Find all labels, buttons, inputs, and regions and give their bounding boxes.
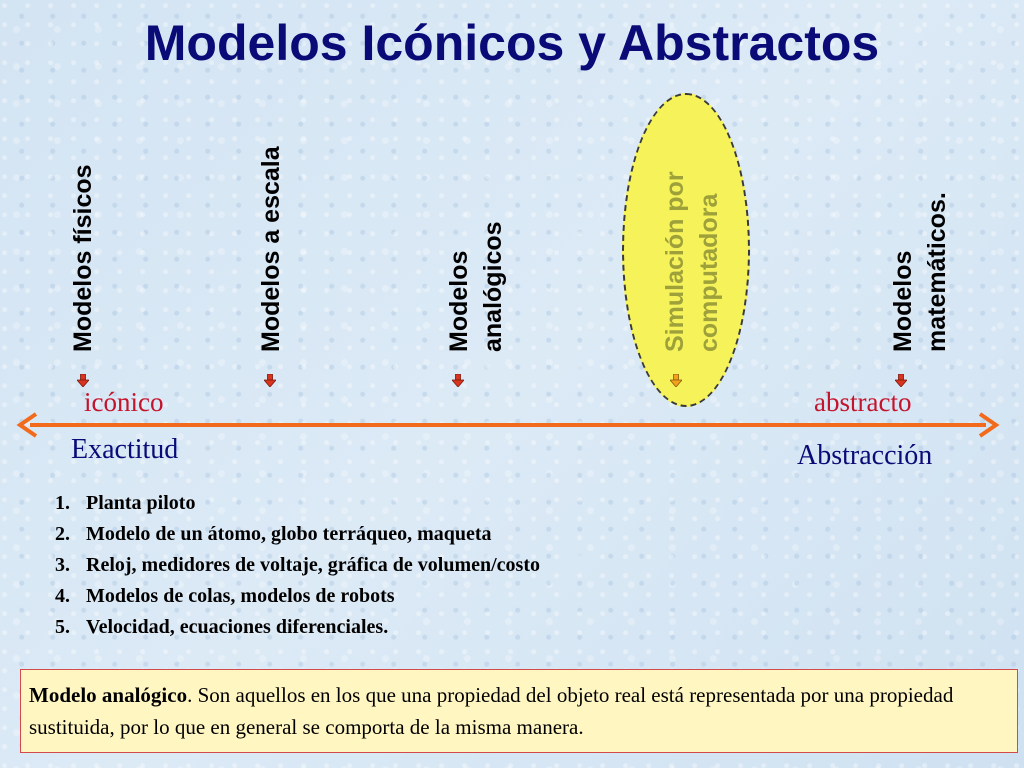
category-modelos-analogicos <box>442 221 510 352</box>
list-item <box>55 488 540 519</box>
examples-list <box>55 488 540 643</box>
down-arrow-icon <box>895 374 907 387</box>
list-number: 4. <box>55 585 70 607</box>
category-modelos-matematicos <box>886 192 954 352</box>
list-item <box>55 612 540 643</box>
list-text: Velocidad, ecuaciones diferenciales. <box>86 616 389 638</box>
list-text: Reloj, medidores de voltaje, gráfica de volumen/costo <box>86 554 540 576</box>
down-arrow-icon <box>670 374 682 387</box>
list-number: 5. <box>55 616 70 638</box>
definition-text: . Son aquellos en los que una propiedad del objeto real está representada por una propiedad sustituida, por lo que en general se comporta de la misma manera. <box>29 683 954 739</box>
category-label-line: computadora <box>695 193 723 352</box>
definition-box <box>20 669 1018 753</box>
list-text: Modelos de colas, modelos de robots <box>86 585 395 607</box>
category-modelos-a-escala <box>254 146 288 352</box>
category-label-line: Modelos <box>889 250 917 352</box>
list-text: Planta piloto <box>86 492 196 514</box>
list-item <box>55 550 540 581</box>
category-label-line: Modelos <box>445 250 473 352</box>
list-number: 3. <box>55 554 70 576</box>
list-text: Modelo de un átomo, globo terráqueo, maqueta <box>86 523 492 545</box>
category-label-line: Modelos físicos <box>69 164 97 352</box>
down-arrow-icon <box>77 374 89 387</box>
category-simulacion-por-computadora <box>658 171 726 352</box>
slide-title: Modelos Icónicos y Abstractos <box>144 15 880 71</box>
list-item <box>55 519 540 550</box>
category-label-line: Modelos a escala <box>257 146 285 352</box>
category-modelos-fisicos <box>66 164 100 352</box>
down-arrow-icon <box>264 374 276 387</box>
list-number: 1. <box>55 492 70 514</box>
axis-sub-abstraccion: Abstracción <box>797 440 933 471</box>
list-number: 2. <box>55 523 70 545</box>
list-item <box>55 581 540 612</box>
definition-term: Modelo analógico <box>29 683 188 707</box>
category-label-line: Simulación por <box>661 171 689 352</box>
axis-label-abstracto: abstracto <box>814 387 912 417</box>
axis-label-iconico: icónico <box>84 387 164 417</box>
category-label-line: matemáticos. <box>923 192 951 352</box>
category-label-line: analógicos <box>479 221 507 352</box>
axis-sub-exactitud: Exactitud <box>71 434 179 465</box>
down-arrow-icon <box>452 374 464 387</box>
